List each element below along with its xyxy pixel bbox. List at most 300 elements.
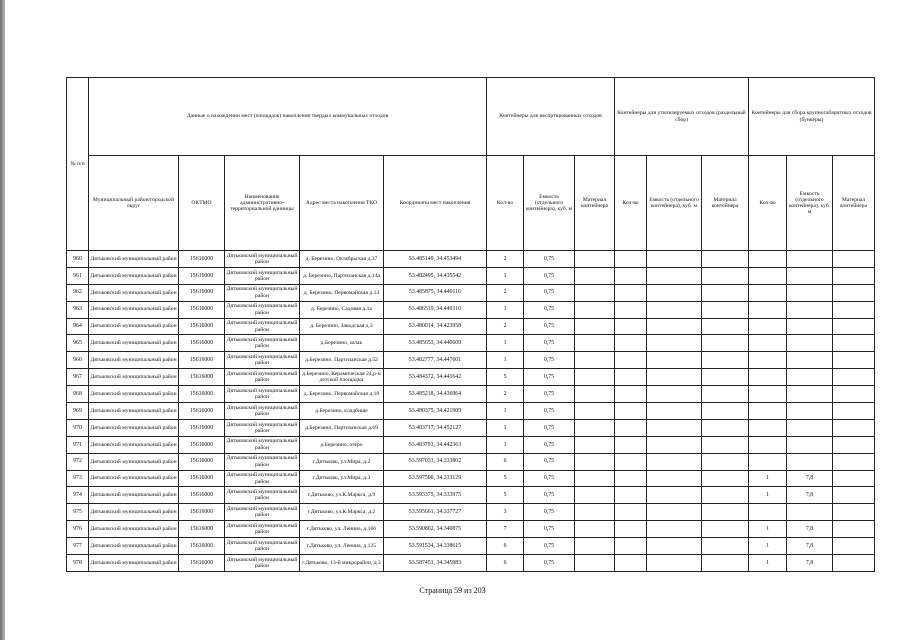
cell-unsorted-qty: 3 [487,504,524,521]
cell-separate-qty [615,436,647,453]
cell-row-number: 969 [67,403,89,420]
cell-row-number: 971 [67,436,89,453]
cell-unsorted-qty: 1 [487,352,524,369]
cell-separate-material [702,301,749,318]
cell-bulky-qty [749,335,787,352]
cell-unsorted-material [575,453,615,470]
cell-district: Дятьковский муниципальный район [89,284,179,301]
cell-separate-capacity [647,403,702,420]
cell-unsorted-material [575,436,615,453]
table-row [67,453,875,470]
cell-oktmo: 15616000 [179,436,225,453]
cell-bulky-qty [749,436,787,453]
cell-bulky-capacity [787,251,833,268]
cell-unsorted-qty: 2 [487,251,524,268]
cell-unsorted-capacity: 0,75 [524,318,575,335]
table-row [67,251,875,268]
cell-bulky-qty [749,419,787,436]
cell-address: г.Дятьково, ул.К.Маркса, д.9 [300,487,384,504]
cell-separate-qty [615,251,647,268]
cell-bulky-capacity [787,301,833,318]
cell-separate-capacity [647,453,702,470]
cell-separate-material [702,403,749,420]
cell-address: г.Дятьково, ул. Ленина, д.166 [300,521,384,538]
table-row [67,369,875,386]
cell-separate-material [702,419,749,436]
cell-bulky-qty: 1 [749,538,787,555]
table-row [67,386,875,403]
cell-district: Дятьковский муниципальный район [89,419,179,436]
table-row [67,419,875,436]
cell-district: Дятьковский муниципальный район [89,436,179,453]
cell-bulky-material [833,436,875,453]
cell-bulky-qty [749,267,787,284]
cell-row-number: 966 [67,352,89,369]
cell-separate-capacity [647,419,702,436]
cell-oktmo: 15616000 [179,453,225,470]
cell-unsorted-capacity: 0,75 [524,555,575,572]
cell-bulky-capacity: 7,8 [787,521,833,538]
cell-bulky-material [833,335,875,352]
cell-address: д.Березино, Керамическая 24,р-н детской площадки [300,369,384,386]
cell-bulky-capacity: 7,8 [787,470,833,487]
cell-coordinates: 53.597033, 34.333802 [384,453,487,470]
cell-oktmo: 15616000 [179,521,225,538]
header-coordinates: Координаты мест накопления [384,156,487,251]
cell-unsorted-capacity: 0,75 [524,335,575,352]
cell-unsorted-capacity: 0,75 [524,352,575,369]
cell-separate-material [702,487,749,504]
cell-unsorted-material [575,521,615,538]
cell-separate-capacity [647,487,702,504]
cell-row-number: 960 [67,251,89,268]
header-separate-capacity: Емкость (отдельного контейнера), куб. м [647,156,702,251]
cell-bulky-capacity [787,436,833,453]
cell-separate-material [702,470,749,487]
cell-unsorted-capacity: 0,75 [524,453,575,470]
cell-bulky-qty [749,301,787,318]
cell-address: г.Дятьково, ул. Ленина, д.125 [300,538,384,555]
cell-bulky-capacity [787,504,833,521]
cell-address: д.Березино, озеро [300,436,384,453]
cell-oktmo: 15616000 [179,267,225,284]
cell-unsorted-material [575,335,615,352]
cell-unsorted-material [575,470,615,487]
cell-bulky-qty: 1 [749,555,787,572]
cell-unsorted-capacity: 0,75 [524,251,575,268]
header-bulky-capacity: Емкость (отдельного контейнера), куб. м [787,156,833,251]
cell-oktmo: 15616000 [179,504,225,521]
cell-address: г.Дятьково, 13-й микрорайон, д.3 [300,555,384,572]
cell-unsorted-capacity: 0,75 [524,386,575,403]
cell-district: Дятьковский муниципальный район [89,369,179,386]
cell-row-number: 963 [67,301,89,318]
cell-oktmo: 15616000 [179,487,225,504]
cell-bulky-qty: 1 [749,470,787,487]
cell-separate-material [702,436,749,453]
cell-bulky-material [833,538,875,555]
cell-unsorted-material [575,386,615,403]
cell-oktmo: 15616000 [179,284,225,301]
cell-separate-qty [615,318,647,335]
cell-unsorted-material [575,504,615,521]
cell-separate-material [702,504,749,521]
cell-row-number: 973 [67,470,89,487]
cell-separate-qty [615,369,647,386]
cell-row-number: 962 [67,284,89,301]
cell-unsorted-qty: 6 [487,555,524,572]
cell-row-number: 965 [67,335,89,352]
cell-address: д.Березино, Партизанская д.52 [300,352,384,369]
cell-bulky-qty [749,369,787,386]
cell-unsorted-capacity: 0,75 [524,419,575,436]
cell-row-number: 964 [67,318,89,335]
cell-unsorted-capacity: 0,75 [524,436,575,453]
cell-row-number: 967 [67,369,89,386]
cell-unsorted-qty: 5 [487,369,524,386]
cell-bulky-capacity: 7,8 [787,487,833,504]
cell-admin-unit: Дятьковский муниципальный район [225,369,300,386]
table-row [67,487,875,504]
header-district: Муниципальный район/городской округ [89,156,179,251]
table-row [67,538,875,555]
scan-edge-strip [0,0,5,640]
cell-oktmo: 15616000 [179,251,225,268]
cell-bulky-material [833,470,875,487]
cell-separate-capacity [647,555,702,572]
cell-district: Дятьковский муниципальный район [89,538,179,555]
cell-admin-unit: Дятьковский муниципальный район [225,335,300,352]
cell-row-number: 970 [67,419,89,436]
cell-unsorted-material [575,301,615,318]
cell-unsorted-material [575,284,615,301]
header-group-site-data: Данные о нахождении мест (площадок) накопления твердых коммунальных отходов [89,78,487,156]
table-row [67,555,875,572]
cell-address: д.Березино, кладбище [300,403,384,420]
cell-district: Дятьковский муниципальный район [89,453,179,470]
cell-unsorted-material [575,267,615,284]
cell-bulky-capacity [787,284,833,301]
cell-admin-unit: Дятьковский муниципальный район [225,487,300,504]
cell-coordinates: 53.595661, 34.337727 [384,504,487,521]
cell-admin-unit: Дятьковский муниципальный район [225,504,300,521]
cell-admin-unit: Дятьковский муниципальный район [225,251,300,268]
cell-coordinates: 53.485875, 34.440116 [384,284,487,301]
cell-separate-qty [615,487,647,504]
cell-unsorted-capacity: 0,75 [524,301,575,318]
cell-separate-capacity [647,470,702,487]
cell-unsorted-capacity: 0,75 [524,369,575,386]
header-group-bulky: Контейнеры для сбора крупногабаритных отходов (бункеры) [749,78,875,156]
cell-separate-material [702,352,749,369]
header-unsorted-qty: Кол-во [487,156,524,251]
table-row [67,284,875,301]
cell-admin-unit: Дятьковский муниципальный район [225,453,300,470]
cell-bulky-material [833,352,875,369]
cell-address: д.Березино, Партизанская д.69 [300,419,384,436]
cell-bulky-capacity [787,335,833,352]
cell-coordinates: 53.591534, 34.338615 [384,538,487,555]
header-oktmo: ОКТМО [179,156,225,251]
cell-admin-unit: Дятьковский муниципальный район [225,555,300,572]
cell-separate-material [702,538,749,555]
cell-unsorted-qty: 1 [487,403,524,420]
cell-district: Дятьковский муниципальный район [89,386,179,403]
cell-address: д. Березино, Октябрьская д.37 [300,251,384,268]
cell-row-number: 961 [67,267,89,284]
header-row-number: № п/п [67,78,89,251]
cell-admin-unit: Дятьковский муниципальный район [225,538,300,555]
page-number: Страница 59 из 203 [419,586,486,595]
cell-separate-capacity [647,538,702,555]
cell-coordinates: 53.480375, 34.421909 [384,403,487,420]
table-row [67,318,875,335]
cell-unsorted-material [575,419,615,436]
cell-unsorted-capacity: 0,75 [524,538,575,555]
cell-separate-capacity [647,369,702,386]
cell-separate-qty [615,284,647,301]
cell-admin-unit: Дятьковский муниципальный район [225,301,300,318]
cell-oktmo: 15616000 [179,403,225,420]
cell-separate-capacity [647,352,702,369]
cell-separate-qty [615,352,647,369]
cell-unsorted-qty: 1 [487,436,524,453]
cell-bulky-material [833,419,875,436]
cell-district: Дятьковский муниципальный район [89,487,179,504]
cell-district: Дятьковский муниципальный район [89,555,179,572]
cell-district: Дятьковский муниципальный район [89,504,179,521]
cell-oktmo: 15616000 [179,538,225,555]
table-row [67,504,875,521]
cell-separate-qty [615,555,647,572]
cell-unsorted-qty: 1 [487,301,524,318]
cell-row-number: 978 [67,555,89,572]
table-row [67,335,875,352]
cell-separate-qty [615,267,647,284]
table-row [67,352,875,369]
cell-separate-qty [615,504,647,521]
cell-district: Дятьковский муниципальный район [89,521,179,538]
cell-unsorted-qty: 1 [487,335,524,352]
header-group-separate: Контейнеры для утилизируемых отходов (раздельный сбор) [615,78,749,156]
cell-admin-unit: Дятьковский муниципальный район [225,521,300,538]
cell-bulky-qty [749,403,787,420]
cell-bulky-capacity [787,318,833,335]
cell-admin-unit: Дятьковский муниципальный район [225,403,300,420]
cell-unsorted-material [575,251,615,268]
cell-coordinates: 53.593375, 34.333975 [384,487,487,504]
cell-separate-qty [615,386,647,403]
cell-bulky-capacity [787,453,833,470]
cell-oktmo: 15616000 [179,352,225,369]
cell-district: Дятьковский муниципальный район [89,267,179,284]
cell-admin-unit: Дятьковский муниципальный район [225,267,300,284]
cell-separate-capacity [647,504,702,521]
cell-unsorted-qty: 6 [487,538,524,555]
cell-separate-material [702,386,749,403]
cell-row-number: 977 [67,538,89,555]
cell-unsorted-capacity: 0,75 [524,504,575,521]
cell-row-number: 975 [67,504,89,521]
cell-unsorted-material [575,318,615,335]
cell-coordinates: 53.485149, 34.453494 [384,251,487,268]
cell-separate-capacity [647,267,702,284]
cell-bulky-qty [749,284,787,301]
cell-bulky-capacity [787,352,833,369]
cell-unsorted-material [575,369,615,386]
cell-separate-capacity [647,436,702,453]
cell-oktmo: 15616000 [179,335,225,352]
cell-unsorted-material [575,352,615,369]
cell-coordinates: 53.480014, 34.423958 [384,318,487,335]
cell-bulky-material [833,386,875,403]
cell-oktmo: 15616000 [179,318,225,335]
cell-address: д. Березино, Первомайская д.14 [300,284,384,301]
cell-district: Дятьковский муниципальный район [89,335,179,352]
cell-bulky-capacity [787,267,833,284]
table-row [67,436,875,453]
cell-separate-qty [615,521,647,538]
cell-bulky-material [833,369,875,386]
cell-row-number: 974 [67,487,89,504]
cell-admin-unit: Дятьковский муниципальный район [225,352,300,369]
cell-bulky-qty: 1 [749,487,787,504]
cell-district: Дятьковский муниципальный район [89,352,179,369]
cell-unsorted-capacity: 0,75 [524,403,575,420]
cell-unsorted-qty: 5 [487,470,524,487]
cell-bulky-qty [749,352,787,369]
table-row [67,301,875,318]
cell-unsorted-material [575,538,615,555]
cell-bulky-capacity [787,403,833,420]
cell-unsorted-qty: 1 [487,267,524,284]
cell-oktmo: 15616000 [179,369,225,386]
cell-district: Дятьковский муниципальный район [89,318,179,335]
cell-unsorted-material [575,555,615,572]
cell-address: д. Березино, Партизанская д.14а [300,267,384,284]
cell-coordinates: 53.485653, 34.440609 [384,335,487,352]
cell-separate-capacity [647,521,702,538]
cell-separate-material [702,251,749,268]
cell-admin-unit: Дятьковский муниципальный район [225,284,300,301]
cell-bulky-capacity: 7,8 [787,538,833,555]
cell-coordinates: 53.590802, 34.340875 [384,521,487,538]
cell-unsorted-material [575,487,615,504]
cell-separate-material [702,369,749,386]
cell-bulky-material [833,284,875,301]
header-address: Адрес места накопления ТКО [300,156,384,251]
cell-row-number: 976 [67,521,89,538]
cell-separate-material [702,453,749,470]
cell-address: д. Березино, Первомайская д.18 [300,386,384,403]
cell-separate-qty [615,470,647,487]
cell-unsorted-capacity: 0,75 [524,487,575,504]
cell-separate-material [702,267,749,284]
waste-sites-table [66,77,875,572]
cell-bulky-material [833,555,875,572]
table-row [67,521,875,538]
cell-bulky-capacity [787,369,833,386]
header-admin-unit: Наименование административно-территориальной единицы [225,156,300,251]
cell-bulky-material [833,251,875,268]
cell-bulky-material [833,301,875,318]
cell-district: Дятьковский муниципальный район [89,301,179,318]
table-row [67,470,875,487]
cell-coordinates: 53.483717, 34.452127 [384,419,487,436]
table-row [67,403,875,420]
header-separate-material: Материал контейнера [702,156,749,251]
cell-district: Дятьковский муниципальный район [89,470,179,487]
table-row [67,267,875,284]
cell-coordinates: 53.482495, 34.435542 [384,267,487,284]
cell-bulky-qty [749,453,787,470]
cell-unsorted-qty: 7 [487,521,524,538]
cell-bulky-material [833,403,875,420]
cell-oktmo: 15616000 [179,301,225,318]
cell-row-number: 972 [67,453,89,470]
cell-separate-capacity [647,251,702,268]
cell-admin-unit: Дятьковский муниципальный район [225,419,300,436]
cell-bulky-capacity [787,419,833,436]
cell-bulky-material [833,453,875,470]
cell-admin-unit: Дятьковский муниципальный район [225,436,300,453]
cell-admin-unit: Дятьковский муниципальный район [225,386,300,403]
table-body [67,251,875,572]
cell-address: д. Березино, Садовая д.1а [300,301,384,318]
cell-separate-qty [615,335,647,352]
cell-bulky-material [833,504,875,521]
cell-oktmo: 15616000 [179,470,225,487]
cell-bulky-qty [749,504,787,521]
cell-address: г.Дятьково, ул.К.Маркса, д.2 [300,504,384,521]
cell-coordinates: 53.483793, 34.442363 [384,436,487,453]
header-bulky-material: Материал контейнера [833,156,875,251]
cell-unsorted-qty: 6 [487,453,524,470]
cell-bulky-qty [749,251,787,268]
cell-unsorted-capacity: 0,75 [524,521,575,538]
header-unsorted-material: Материал контейнера [575,156,615,251]
header-bulky-qty: Кол-во [749,156,787,251]
cell-separate-qty [615,538,647,555]
cell-address: д. Березино, Заводская д.3 [300,318,384,335]
cell-separate-qty [615,301,647,318]
cell-address: г.Дятьково, ул.Мира, д.3 [300,470,384,487]
cell-separate-capacity [647,386,702,403]
cell-address: г.Дятьково, ул.Мира, д.2 [300,453,384,470]
cell-separate-qty [615,419,647,436]
cell-oktmo: 15616000 [179,555,225,572]
cell-district: Дятьковский муниципальный район [89,403,179,420]
cell-separate-capacity [647,335,702,352]
cell-separate-qty [615,403,647,420]
cell-separate-material [702,335,749,352]
cell-bulky-qty [749,386,787,403]
cell-coordinates: 53.587451, 34.345983 [384,555,487,572]
cell-bulky-capacity: 7,8 [787,555,833,572]
cell-bulky-material [833,318,875,335]
cell-separate-qty [615,453,647,470]
cell-unsorted-qty: 5 [487,487,524,504]
cell-unsorted-qty: 2 [487,284,524,301]
cell-unsorted-capacity: 0,75 [524,267,575,284]
cell-bulky-material [833,487,875,504]
cell-unsorted-qty: 1 [487,419,524,436]
cell-bulky-capacity [787,386,833,403]
cell-coordinates: 53.486519, 34.449310 [384,301,487,318]
cell-separate-capacity [647,284,702,301]
cell-oktmo: 15616000 [179,419,225,436]
cell-admin-unit: Дятьковский муниципальный район [225,318,300,335]
